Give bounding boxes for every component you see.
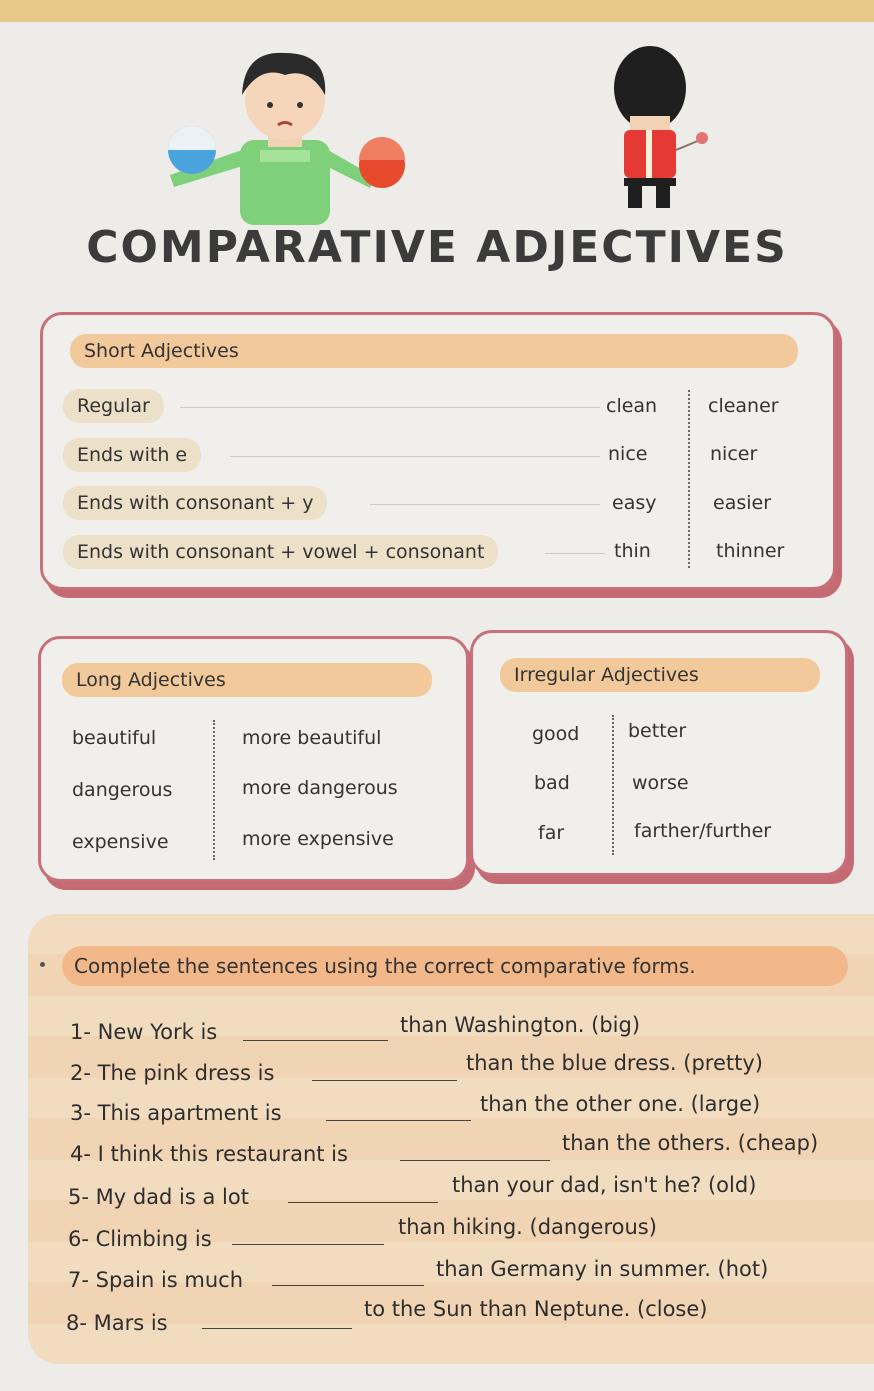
sentence-8-start: 8- Mars is	[66, 1311, 168, 1335]
sentence-5-blank[interactable]	[288, 1202, 438, 1203]
short-rule-regular: Regular	[63, 389, 164, 423]
short-rule-cvc: Ends with consonant + vowel + consonant	[63, 535, 498, 569]
page-title: COMPARATIVE ADJECTIVES	[86, 222, 788, 273]
irr-comp-better: better	[628, 720, 687, 742]
sentence-1-end: than Washington. (big)	[400, 1013, 641, 1037]
irr-comp-worse: worse	[632, 772, 689, 794]
irr-comp-farther: farther/further	[634, 820, 772, 842]
sentence-1-blank[interactable]	[243, 1040, 388, 1041]
long-comp-dangerous: more dangerous	[242, 777, 398, 799]
sentence-1-start: 1- New York is	[70, 1020, 218, 1044]
sentence-2-start: 2- The pink dress is	[70, 1061, 275, 1085]
short-base-nice: nice	[608, 443, 648, 465]
long-comp-beautiful: more beautiful	[242, 727, 382, 749]
row-line	[180, 407, 600, 408]
column-divider	[213, 720, 215, 860]
short-rule-ends-e: Ends with e	[63, 438, 201, 472]
irr-base-far: far	[538, 822, 565, 844]
long-adjectives-heading: Long Adjectives	[62, 663, 432, 697]
bullet-dot	[40, 962, 45, 967]
sentence-5-end: than your dad, isn't he? (old)	[452, 1173, 757, 1197]
sentence-8-end: to the Sun than Neptune. (close)	[364, 1297, 708, 1321]
guard-illustration	[610, 40, 720, 210]
sentence-8-blank[interactable]	[202, 1328, 352, 1329]
sentence-4-blank[interactable]	[400, 1160, 550, 1161]
short-base-easy: easy	[612, 492, 657, 514]
irregular-adjectives-heading: Irregular Adjectives	[500, 658, 820, 692]
row-line	[370, 504, 600, 505]
short-comp-thinner: thinner	[716, 540, 785, 562]
sentence-4-end: than the others. (cheap)	[562, 1131, 819, 1155]
short-comp-nicer: nicer	[710, 443, 758, 465]
column-divider	[688, 390, 690, 568]
long-base-expensive: expensive	[72, 831, 169, 853]
sentence-7-end: than Germany in summer. (hot)	[436, 1257, 769, 1281]
sentence-6-blank[interactable]	[232, 1244, 384, 1245]
row-line	[545, 553, 605, 554]
boy-juggling-illustration	[160, 25, 410, 225]
short-comp-cleaner: cleaner	[708, 395, 779, 417]
irr-base-bad: bad	[534, 772, 570, 794]
sentence-7-start: 7- Spain is much	[68, 1268, 244, 1292]
irr-base-good: good	[532, 723, 580, 745]
sentence-7-blank[interactable]	[272, 1285, 424, 1286]
short-base-clean: clean	[606, 395, 658, 417]
top-band	[0, 0, 874, 22]
column-divider	[612, 715, 614, 855]
exercise-instruction: Complete the sentences using the correct comparative forms.	[62, 946, 848, 986]
long-base-beautiful: beautiful	[72, 727, 157, 749]
short-base-thin: thin	[614, 540, 651, 562]
sentence-4-start: 4- I think this restaurant is	[70, 1142, 348, 1166]
sentence-3-end: than the other one. (large)	[480, 1092, 761, 1116]
sentence-3-start: 3- This apartment is	[70, 1101, 282, 1125]
sentence-5-start: 5- My dad is a lot	[68, 1185, 249, 1209]
sentence-6-end: than hiking. (dangerous)	[398, 1215, 657, 1239]
sentence-3-blank[interactable]	[326, 1120, 471, 1121]
long-comp-expensive: more expensive	[242, 828, 394, 850]
sentence-2-blank[interactable]	[312, 1080, 457, 1081]
row-line	[230, 456, 600, 457]
short-comp-easier: easier	[713, 492, 772, 514]
short-rule-consonant-y: Ends with consonant + y	[63, 486, 327, 520]
sentence-6-start: 6- Climbing is	[68, 1227, 212, 1251]
sentence-2-end: than the blue dress. (pretty)	[466, 1051, 763, 1075]
long-base-dangerous: dangerous	[72, 779, 173, 801]
short-adjectives-heading: Short Adjectives	[70, 334, 798, 368]
